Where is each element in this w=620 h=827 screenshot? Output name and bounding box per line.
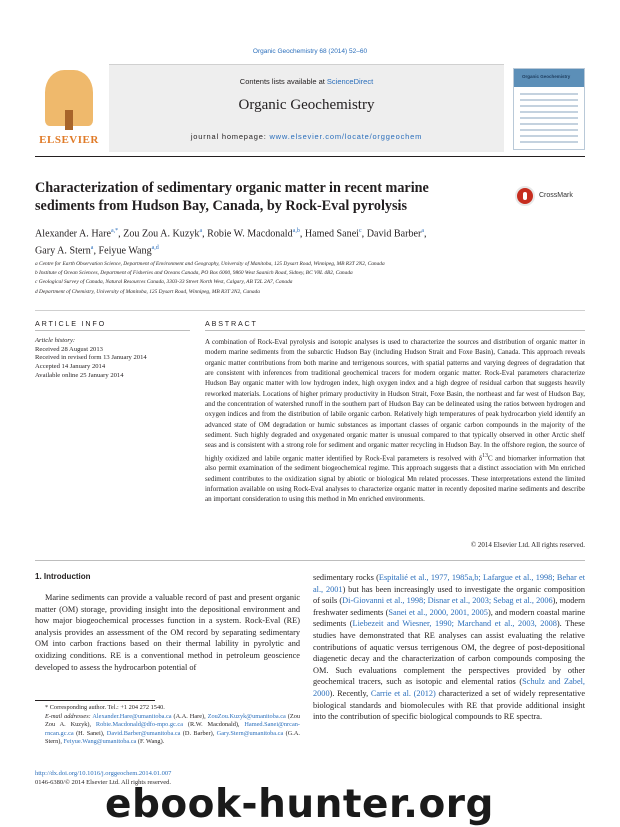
author-affiliation-marker[interactable]: a,d xyxy=(151,245,159,252)
email-link[interactable]: Feiyue.Wang@umanitoba.ca xyxy=(63,738,137,746)
author-list: Alexander A. Hare$^{a,*}$, Zou Zou A. Kuzyk$^a$, Robie W. Macdonald$^{a,b}$, Hamed Sanei$^c$, David Barber$^a$, Gary A. Stern$^a$, Feiyue Wang$^{a,d}$ xyxy=(35,228,427,257)
abstract-divider xyxy=(205,330,585,331)
crossmark-icon xyxy=(515,186,535,206)
email-label: E-mail addresses: xyxy=(45,712,91,720)
history-label: Article history: xyxy=(35,337,76,344)
history-item: Received 28 August 2013 xyxy=(35,345,103,353)
history-item: Available online 25 January 2014 xyxy=(35,371,124,379)
email-link[interactable]: Robie.Macdonald@dfo-mpo.gc.ca xyxy=(95,721,184,729)
crossmark-label: CrossMark xyxy=(539,192,573,199)
isotope-superscript: 13 xyxy=(482,452,488,459)
abstract-text xyxy=(205,337,585,505)
email-link[interactable]: Alexander.Hare@umanitoba.ca xyxy=(92,712,172,720)
doi-link[interactable]: http://dx.doi.org/10.1016/j.orggeochem.2014.01.007 xyxy=(35,770,172,777)
affiliation-item: a Centre for Earth Observation Science, Department of Environment and Geography, University of Manitoba, 125 Dysart Road, Winnipeg, MB R3T 2N2, Canada xyxy=(35,261,385,267)
author-affiliation-marker[interactable]: c xyxy=(359,228,362,234)
email-link[interactable]: ZouZou.Kuzyk@umanitoba.ca xyxy=(207,712,286,720)
affiliation-divider xyxy=(35,310,585,311)
article-info-divider xyxy=(35,330,190,331)
body-text: sedimentary rocks ( xyxy=(313,573,379,582)
author-name[interactable]: David Barber xyxy=(366,228,422,240)
history-item: Accepted 14 January 2014 xyxy=(35,363,106,371)
footnotes xyxy=(35,704,300,747)
email-owner: (A.A. Hare), xyxy=(171,712,208,720)
elsevier-logo[interactable] xyxy=(35,64,103,152)
body-divider xyxy=(35,560,585,561)
body-text: ). Recently, xyxy=(329,688,371,698)
abstract-copyright: © 2014 Elsevier Ltd. All rights reserved. xyxy=(470,541,585,549)
email-link[interactable]: David.Barber@umanitoba.ca xyxy=(106,729,181,737)
body-left-column xyxy=(35,572,300,673)
body-text: ), modern freshwater sediments ( xyxy=(313,596,585,617)
body-text: ) but has been increasingly used to investigate the organic composition of soils ( xyxy=(313,584,585,606)
author-affiliation-marker[interactable]: a xyxy=(199,228,203,234)
reference-link[interactable]: Sanei et al., 2000, 2001, 2005 xyxy=(388,607,488,617)
article-history xyxy=(35,337,195,381)
reference-link[interactable]: Espitalié et al., 1977, 1985a,b; Lafargue et al., 1998; Behar et al., 2001 xyxy=(313,573,586,594)
reference-link[interactable]: Liebezeit and Wiesner, 1990; Marchand et al., 2003, 2008 xyxy=(352,619,557,629)
affiliation-list xyxy=(35,260,585,297)
article-info-heading: ARTICLE INFO xyxy=(35,319,106,328)
body-text: characterized a set of widely representative biological standards and biomolecules with RE that provide additional insight into the contribution of specific biological compounds to RE spectra. xyxy=(313,688,586,722)
journal-banner xyxy=(109,64,504,152)
contents-prefix: Contents lists available at xyxy=(239,77,327,86)
email-owner: (Zou Zou A. Kuzyk), xyxy=(45,712,300,729)
homepage-prefix: journal homepage: xyxy=(190,132,270,141)
reference-link[interactable]: Carrie et al. (2012) xyxy=(370,688,436,698)
journal-citation[interactable]: Organic Geochemistry 68 (2014) 52–60 xyxy=(252,48,368,55)
author-name[interactable]: Feiyue Wang xyxy=(98,245,152,257)
cover-decoration xyxy=(520,93,578,147)
affiliation-item: c Geological Survey of Canada, Natural Resources Canada, 3303-33 Street North West, Calgary, AB T2L 2A7, Canada xyxy=(35,279,293,286)
author-name[interactable]: Alexander A. Hare xyxy=(35,228,111,240)
author-affiliation-marker[interactable]: a,b xyxy=(292,228,300,234)
homepage-link[interactable]: www.elsevier.com/locate/orggeochem xyxy=(269,132,423,141)
journal-title: Organic Geochemistry xyxy=(238,97,375,113)
header-divider xyxy=(35,156,585,157)
email-owner: (D. Barber), xyxy=(180,729,217,737)
email-owner: (H. Sanei), xyxy=(73,729,107,737)
history-item: Received in revised form 13 January 2014 xyxy=(35,354,147,362)
crossmark-badge[interactable] xyxy=(515,186,585,208)
author-name[interactable]: Hamed Sanei xyxy=(304,228,359,240)
journal-homepage xyxy=(109,132,504,141)
author-name[interactable]: Gary A. Stern xyxy=(35,245,91,257)
author-affiliation-marker[interactable]: a xyxy=(421,228,425,234)
journal-cover-thumbnail[interactable] xyxy=(513,68,585,150)
issn-line: 0146-6380/© 2014 Elsevier Ltd. All rights reserved. xyxy=(35,779,171,786)
body-text: ). These studies have demonstrated that RE analyses can assist evaluating the relative contributions of aquatic versus terrigenous OM, the degree of post-depositional diagenetic decay and the characterization of carbon compounds composing the OM. Such evaluations complement the perspectives provided by other geochemical tracers, such as isotopic and elemental ratios ( xyxy=(313,619,585,687)
cover-title: Organic Geochemistry xyxy=(522,74,571,79)
email-link[interactable]: Hamed.Sanei@nrcan-rncan.gc.ca xyxy=(45,721,300,737)
email-owner: (G.A. Stern), xyxy=(45,729,300,746)
author-affiliation-marker[interactable]: a xyxy=(90,245,94,252)
corresponding-author-note: * Corresponding author. Tel.: +1 204 272 1540. xyxy=(45,704,165,711)
email-addresses xyxy=(35,713,300,747)
elsevier-trunk-icon xyxy=(65,110,73,130)
section-title: 1. Introduction xyxy=(35,572,91,581)
email-owner: (F. Wang). xyxy=(136,738,165,746)
article-title: Characterization of sedimentary organic matter in recent marine sediments from Hudson Bay, Canada, by Rock-Eval pyrolysis xyxy=(35,180,429,214)
author-name[interactable]: Robie W. Macdonald xyxy=(207,228,293,240)
author-affiliation-marker[interactable]: a,* xyxy=(110,228,119,234)
author-name[interactable]: Zou Zou A. Kuzyk xyxy=(123,228,200,240)
reference-link[interactable]: Schulz and Zabel, 2000 xyxy=(313,677,586,698)
contents-availability xyxy=(109,77,504,86)
email-owner: (R.W. Macdonald), xyxy=(183,721,245,729)
elsevier-wordmark: ELSEVIER xyxy=(39,134,99,146)
body-text: ), and modern coastal marine sediments ( xyxy=(313,607,586,629)
abstract-heading: ABSTRACT xyxy=(205,319,258,328)
abstract-part: C and biomarker information that also permit examination of the sediment biogeochemical regime. This approach suggests that a distinct association with Mn enriched sediment contributes to the oxidization signal by abiotic or biological Mn related processes. These interpretations extend the limited information available on using Rock-Eval analyses to characterize organic matter in recently deposited marine sediments and describe an important consideration to using this method in Mn enriched environments. xyxy=(205,454,585,504)
reference-link[interactable]: Di-Giovanni et al., 1998; Disnar et al., 2003; Sebag et al., 2006 xyxy=(342,596,553,606)
abstract-part: A combination of Rock-Eval pyrolysis and isotopic analyses is used to characterize the sources and distribution of organic matter in modern marine sediments from the subarctic Hudson Bay (including Hudson Strait and Foxe Basin), Canada. This approach reveals organic matter contributions from both marine and terrigenous sources, with spatial patterns and varying degrees of degradation that are consistent with inferences from traditional geochemical tracers for modern organic matter. Rock-Eval parameters characterize Hudson Bay organic matter with low hydrogen index, high oxygen index and a high degree of residual carbon that suggests heavily reworked materials. Locations of higher primary productivity in Hudson Strait, Foxe Basin, the northeast and far west of Hudson Bay, and the concentration of watershed runoff in the southern part of Hudson Bay can be delineated using the ratios between hydrogen and oxygen indices and from the distribution of labile organic carbon. Relatively high temperatures of peak hydrocarbon yield identify an advanced state of OM degradation or humic substances as important classes of organic carbon compounds in the majority of the sediment. Such highly degraded and oxygenated organic matter is unusual compared to that typically observed in other Arctic shelf seas and is consistent with a strong role for sediment and organic matter recycling in Hudson Bay. In the offshore region, the source of highly oxidized and labile organic matter identified by Rock-Eval parameters is resolved with δ xyxy=(205,338,585,463)
journal-header xyxy=(35,64,585,152)
sciencedirect-link[interactable]: ScienceDirect xyxy=(326,77,374,86)
watermark-text: ebook-hunter.org xyxy=(105,782,494,827)
affiliation-item: b Institute of Ocean Sciences, Department of Fisheries and Oceans Canada, PO Box 6000, 9860 West Saanich Road, Sidney, BC V8L 4B2, Canada xyxy=(35,270,353,277)
email-link[interactable]: Gary.Stern@umanitoba.ca xyxy=(216,729,284,737)
affiliation-item: d Department of Chemistry, University of Manitoba, 125 Dysart Road, Winnipeg, MB R3T 2N2, Canada xyxy=(35,288,260,295)
footnote-divider xyxy=(35,700,155,701)
body-right-column xyxy=(313,572,585,723)
intro-paragraph: Marine sediments can provide a valuable record of past and present organic matter (OM) storage, providing insight into the depositional environment and how major biogeochemical processes function in a system. Rock-Eval (RE) analysis provides an assessment of the OM record by separating sedimentary OM into carbon fractions based on their thermal lability in pyrolytic and oxidizing conditions. RE is a conventional method in petroleum geoscience developed to assess the hydrocarbon potential of xyxy=(35,593,300,672)
